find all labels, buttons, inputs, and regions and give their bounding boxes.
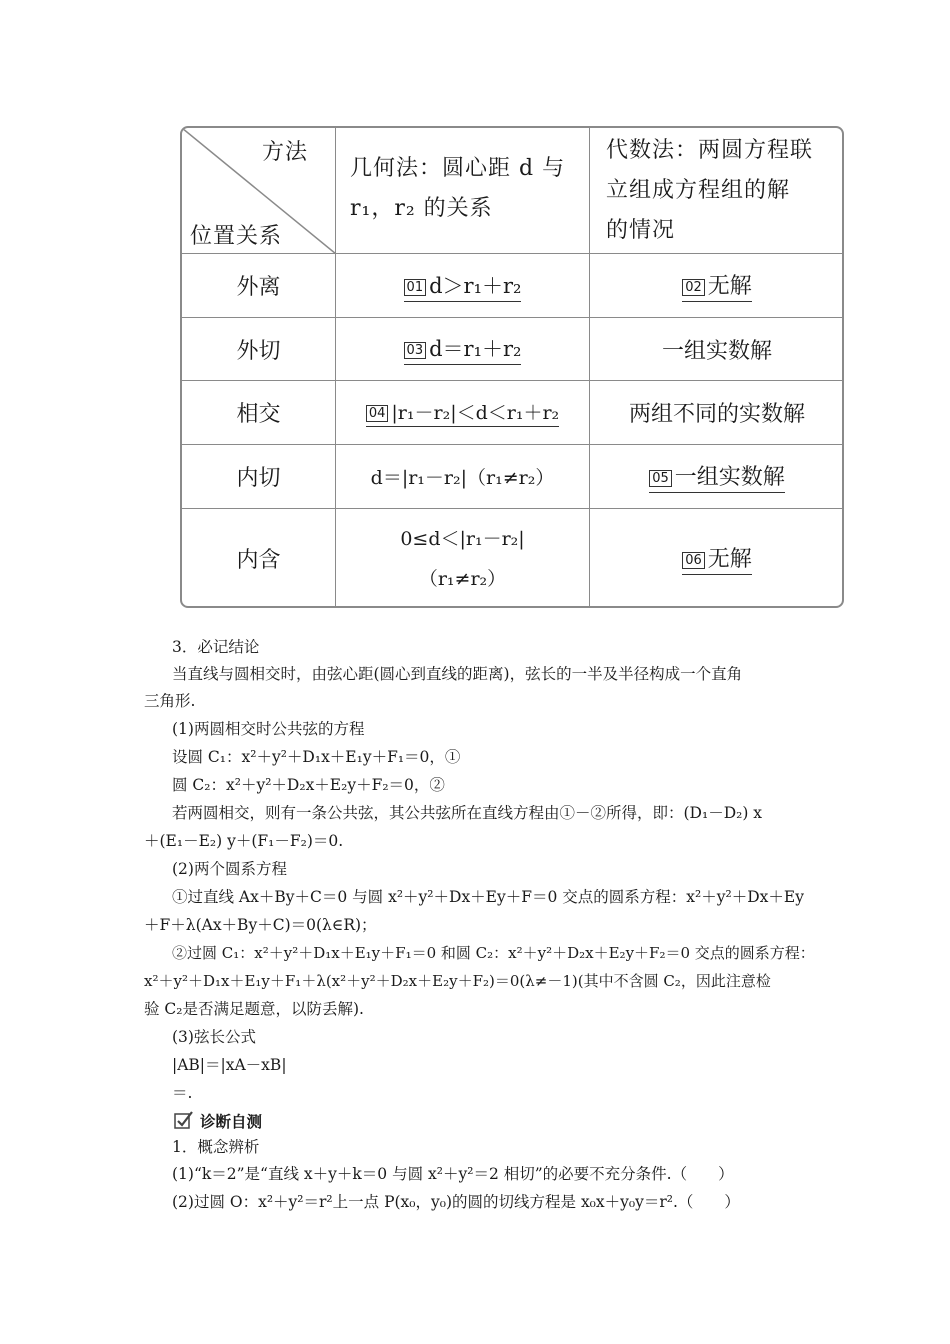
equation-line: 设圆 C₁：x²＋y²＋D₁x＋E₁y＋F₁＝0，① [172, 748, 461, 766]
alg-result: 一组实数解 [674, 465, 785, 490]
row-pos-label: 外离 [236, 275, 281, 300]
alg-header-line3: 的情况 [606, 218, 676, 243]
question-item: (1)“k＝2”是“直线 x＋y＋k＝0 与圆 x²＋y²＝2 相切”的必要不充分条件.（ ） [172, 1165, 734, 1183]
blank-number: 04 [366, 405, 389, 422]
alg-header-line2: 立组成方程组的解 [606, 178, 791, 203]
paragraph-line: ①过直线 Ax＋By＋C＝0 与圆 x²＋y²＋Dx＋Ey＋F＝0 交点的圆系方程：x²＋y²＋Dx＋Ey [172, 888, 804, 906]
blank-number: 02 [682, 279, 705, 296]
alg-result: 两组不同的实数解 [628, 402, 805, 427]
blank-number: 06 [682, 552, 705, 569]
alg-cell [590, 445, 844, 508]
paragraph-line: ②过圆 C₁：x²＋y²＋D₁x＋E₁y＋F₁＝0 和圆 C₂：x²＋y²＋D₂x＋E₂y＋F₂＝0 交点的圆系方程： [172, 944, 815, 962]
geo-condition: d＝|r₁－r₂|（r₁≠r₂） [370, 467, 555, 489]
geo-cell [336, 318, 589, 380]
paragraph-line: 当直线与圆相交时，由弦心距(圆心到直线的距离)，弦长的一半及半径构成一个直角 [172, 665, 743, 683]
alg-cell [590, 254, 844, 317]
corner-bottom-label: 位置关系 [190, 224, 283, 249]
position-relation-table [180, 126, 844, 608]
row-pos-label: 内含 [236, 548, 281, 573]
alg-result: 无解 [707, 274, 752, 299]
blank-number: 05 [649, 470, 672, 487]
geo-condition: d＞r₁＋r₂ [429, 273, 522, 298]
paragraph-line: 验 C₂是否满足题意，以防丢解). [144, 1000, 364, 1018]
paragraph-line: 若两圆相交，则有一条公共弦，其公共弦所在直线方程由①－②所得，即：(D₁－D₂) x [172, 804, 763, 822]
geo-condition: 0≤d＜|r₁－r₂| [400, 527, 525, 550]
blank-number: 03 [404, 342, 427, 359]
subheading: (1)两圆相交时公共弦的方程 [172, 720, 365, 738]
paragraph-line: x²＋y²＋D₁x＋E₁y＋F₁＋λ(x²＋y²＋D₂x＋E₂y＋F₂)＝0(λ≠－1)(其中不含圆 C₂，因此注意检 [144, 972, 771, 990]
subheading: (2)两个圆系方程 [172, 860, 287, 878]
subheading: 1．概念辨析 [172, 1138, 260, 1156]
geo-condition: d＝r₁＋r₂ [429, 337, 522, 361]
subheading: (3)弦长公式 [172, 1028, 256, 1046]
geo-cell [336, 254, 589, 317]
paragraph-line: ＋F＋λ(Ax＋By＋C)＝0(λ∈R)； [144, 916, 377, 934]
section-title: 诊断自测 [200, 1112, 263, 1131]
geo-cell [336, 445, 589, 508]
corner-top-label: 方法 [262, 140, 309, 165]
alg-cell [590, 509, 844, 608]
geo-cell [336, 509, 589, 608]
alg-header-line1: 代数法：两圆方程联 [606, 138, 814, 163]
geo-header-line1: 几何法：圆心距 d 与 [350, 156, 566, 181]
row-pos-label: 相交 [236, 402, 281, 427]
equation-line: 圆 C₂：x²＋y²＋D₂x＋E₂y＋F₂＝0，② [172, 776, 445, 794]
geo-header-line2: r₁，r₂ 的关系 [350, 196, 493, 221]
alg-result: 无解 [707, 547, 752, 572]
alg-result: 一组实数解 [661, 338, 772, 364]
geo-condition-note: （r₁≠r₂） [418, 567, 507, 590]
section-heading: 3．必记结论 [172, 638, 260, 656]
geo-cell [336, 381, 589, 444]
check-edit-icon [174, 1110, 194, 1130]
geo-condition: |r₁－r₂|＜d＜r₁＋r₂ [391, 402, 560, 424]
formula-line: ＝. [172, 1084, 193, 1102]
paragraph-line: 三角形. [144, 692, 196, 710]
question-item: (2)过圆 O：x²＋y²＝r²上一点 P(x₀，y₀)的圆的切线方程是 x₀x＋y₀y＝r².（ ） [172, 1193, 740, 1211]
blank-number: 01 [404, 279, 427, 296]
row-pos-label: 外切 [236, 338, 281, 364]
formula-line: |AB|＝|xA－xB| [172, 1056, 287, 1074]
row-pos-label: 内切 [236, 466, 281, 491]
paragraph-line: ＋(E₁－E₂) y＋(F₁－F₂)＝0. [144, 832, 344, 850]
